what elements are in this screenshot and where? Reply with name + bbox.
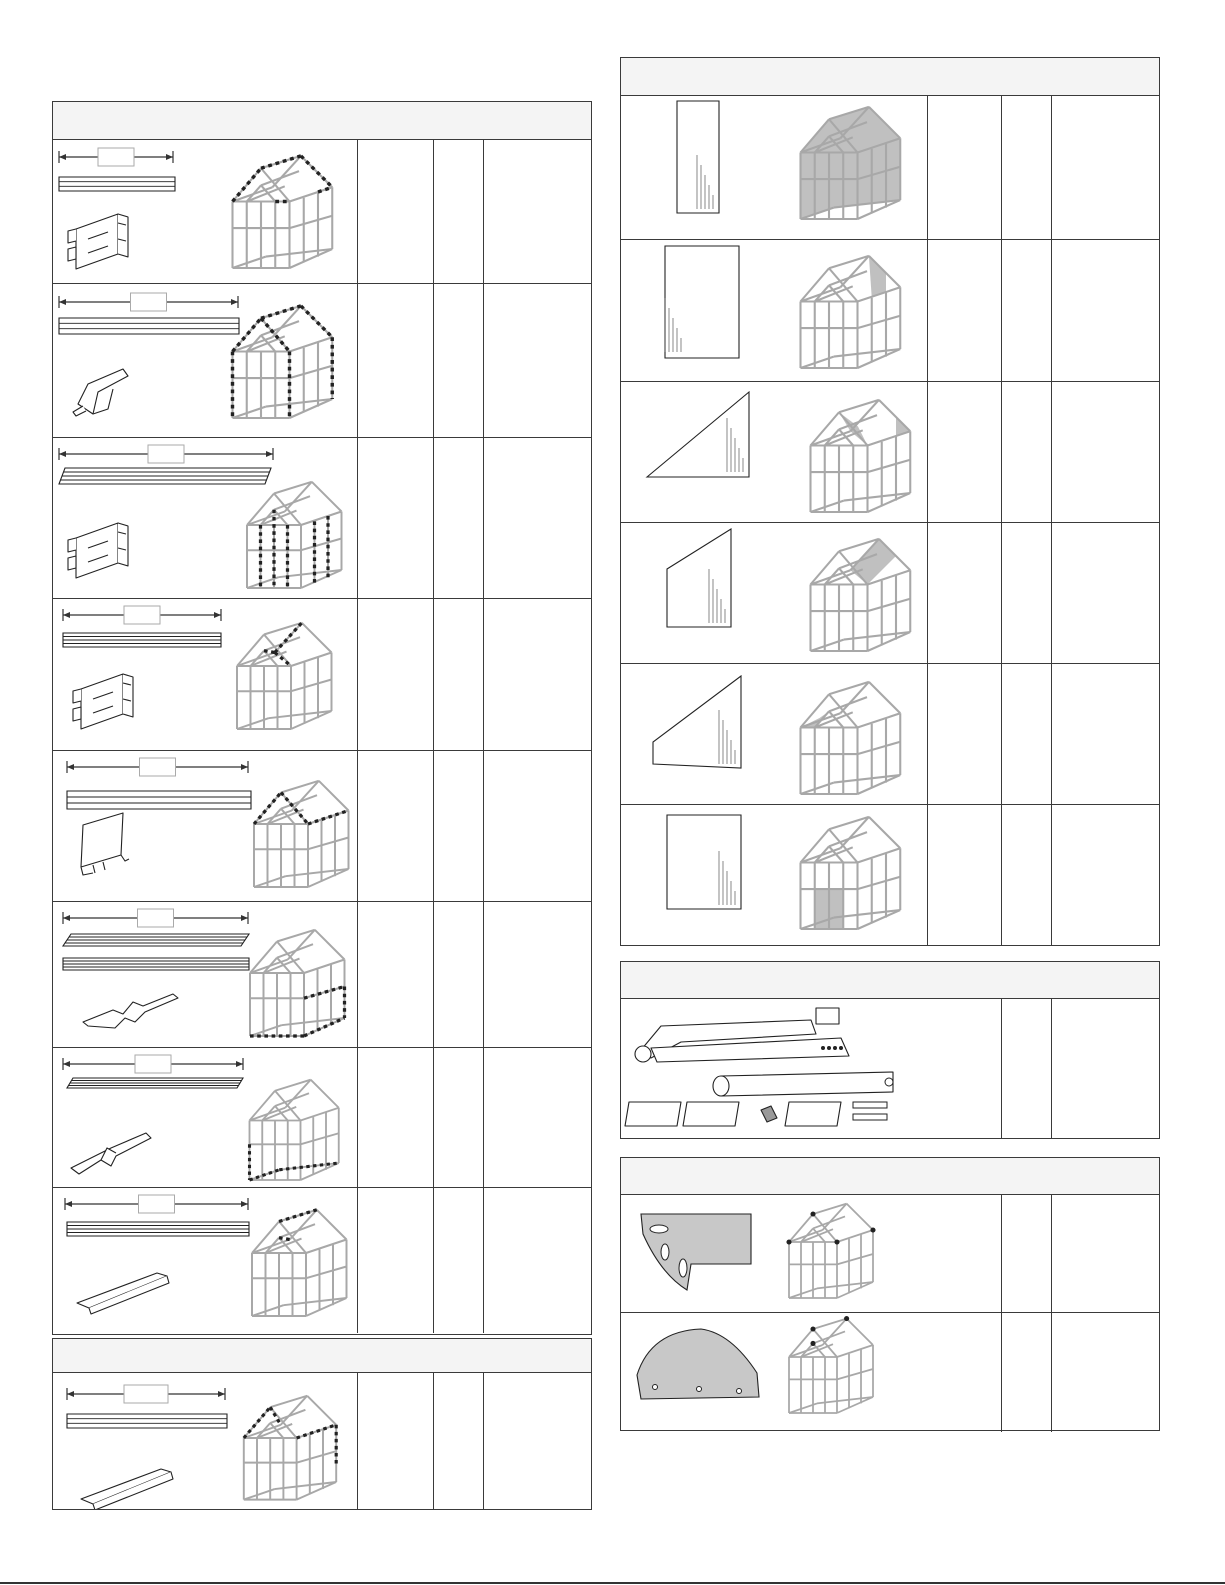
table-column-divider: [433, 1372, 434, 1509]
table-column-divider: [483, 1372, 484, 1509]
dimension-arrow: [67, 1385, 225, 1403]
glass-panel-row: [621, 95, 1159, 239]
part-illustration: [53, 284, 591, 437]
part-illustration: [53, 751, 591, 901]
greenhouse-diagram: [801, 107, 901, 219]
part-illustration: [621, 95, 1159, 239]
profile-bar: [63, 633, 221, 647]
table-column-divider: [1051, 998, 1052, 1138]
brackets-rows: [621, 1194, 1159, 1430]
brackets-panel: [620, 1157, 1160, 1431]
dimension-arrow: [59, 148, 173, 166]
dimension-arrow: [59, 445, 273, 463]
glass-panel-row: [621, 663, 1159, 804]
dimension-arrow: [59, 293, 238, 311]
profile-section-sketch: [68, 523, 128, 578]
roof-profile-header: [53, 1339, 591, 1373]
brackets-header: [621, 1158, 1159, 1195]
part-illustration: [621, 1194, 1159, 1312]
profile-section-sketch: [73, 674, 133, 729]
dimension-arrow: [63, 909, 248, 927]
part-illustration: [53, 599, 591, 750]
profile-bar: [59, 318, 239, 334]
frame-profile-row: [53, 598, 591, 750]
glass-panel-row: [621, 522, 1159, 663]
glass-panel-sheet: [653, 676, 741, 768]
dimension-arrow: [63, 606, 221, 624]
greenhouse-diagram: [250, 1080, 339, 1180]
part-illustration: [53, 1372, 591, 1509]
part-illustration: [621, 240, 1159, 381]
profile-section-sketch: [83, 994, 178, 1028]
profile-section-sketch: [77, 1273, 169, 1314]
part-illustration: [621, 664, 1159, 804]
part-illustration: [53, 1188, 591, 1333]
roof-profile-row: [53, 1372, 591, 1509]
bracket-row: [621, 1194, 1159, 1312]
part-illustration: [53, 438, 591, 598]
glass-panels-rows: [621, 95, 1159, 945]
profile-section-sketch: [68, 214, 128, 269]
frame-profile-row: [53, 1187, 591, 1333]
profile-section-sketch: [73, 369, 128, 416]
bracket-plate: [637, 1329, 759, 1399]
frame-profile-row: [53, 1047, 591, 1187]
part-illustration: [621, 382, 1159, 522]
glass-panel-sheet: [667, 815, 741, 909]
greenhouse-diagram: [233, 156, 333, 268]
part-illustration: [53, 139, 591, 283]
greenhouse-diagram: [233, 306, 333, 418]
greenhouse-diagram: [237, 623, 332, 729]
greenhouse-diagram: [801, 256, 901, 368]
glass-panel-sheet: [667, 529, 731, 627]
part-illustration: [621, 805, 1159, 946]
part-illustration: [53, 902, 591, 1047]
profile-section-sketch: [71, 1133, 151, 1174]
frame-profile-row: [53, 437, 591, 598]
frame-profile-row: [53, 901, 591, 1047]
glass-panel-sheet: [647, 392, 749, 477]
glass-panel-row: [621, 804, 1159, 946]
vent-opener-panel: [620, 961, 1160, 1139]
dimension-arrow: [67, 758, 248, 776]
footer-rule: [0, 1582, 1225, 1584]
frame-profile-row: [53, 139, 591, 283]
frame-profile-row: [53, 283, 591, 437]
roof-profile-rows: [53, 1372, 591, 1509]
profile-bar: [67, 1222, 249, 1236]
vent-opener-header: [621, 962, 1159, 999]
greenhouse-diagram: [254, 781, 349, 887]
frame-profiles-panel: [52, 101, 592, 1335]
table-column-divider: [357, 1372, 358, 1509]
frame-profiles-header: [53, 102, 591, 140]
dimension-arrow: [63, 1055, 243, 1073]
profile-bar: [67, 791, 251, 809]
profile-bar: [59, 177, 175, 191]
greenhouse-diagram: [801, 682, 901, 794]
part-illustration: [621, 998, 1159, 1138]
greenhouse-diagram: [811, 539, 911, 651]
part-illustration: [53, 1048, 591, 1187]
vent-opener-rows: [621, 998, 1159, 1138]
glass-panels-panel: [620, 57, 1160, 946]
glass-panels-header: [621, 58, 1159, 96]
bracket-plate: [641, 1214, 751, 1290]
greenhouse-diagram: [252, 1210, 347, 1316]
glass-panel-row: [621, 239, 1159, 381]
profile-bar: [63, 958, 249, 970]
part-illustration: [621, 523, 1159, 663]
greenhouse-diagram: [244, 1396, 336, 1500]
greenhouse-diagram: [247, 482, 342, 588]
profile-bar: [67, 1414, 227, 1428]
glass-panel-sheet: [665, 246, 739, 358]
dimension-arrow: [65, 1195, 248, 1213]
greenhouse-diagram: [811, 400, 911, 512]
profile-section-sketch: [81, 1469, 173, 1509]
bracket-row: [621, 1312, 1159, 1432]
profile-bar: [63, 934, 249, 946]
roof-profile-panel: [52, 1338, 592, 1510]
glass-panel-sheet: [677, 101, 719, 213]
greenhouse-diagram: [250, 930, 345, 1036]
greenhouse-diagram: [801, 817, 901, 929]
greenhouse-diagram: [786, 1204, 875, 1298]
greenhouse-diagram: [789, 1316, 873, 1413]
frame-profiles-rows: [53, 139, 591, 1334]
profile-bar: [67, 1078, 243, 1088]
profile-section-sketch: [81, 813, 129, 875]
vent-opener-kit: [625, 1008, 893, 1126]
vent-opener-row: [621, 998, 1159, 1138]
part-illustration: [621, 1313, 1159, 1432]
table-column-divider: [1001, 998, 1002, 1138]
glass-panel-row: [621, 381, 1159, 522]
frame-profile-row: [53, 750, 591, 901]
profile-bar: [59, 468, 271, 484]
